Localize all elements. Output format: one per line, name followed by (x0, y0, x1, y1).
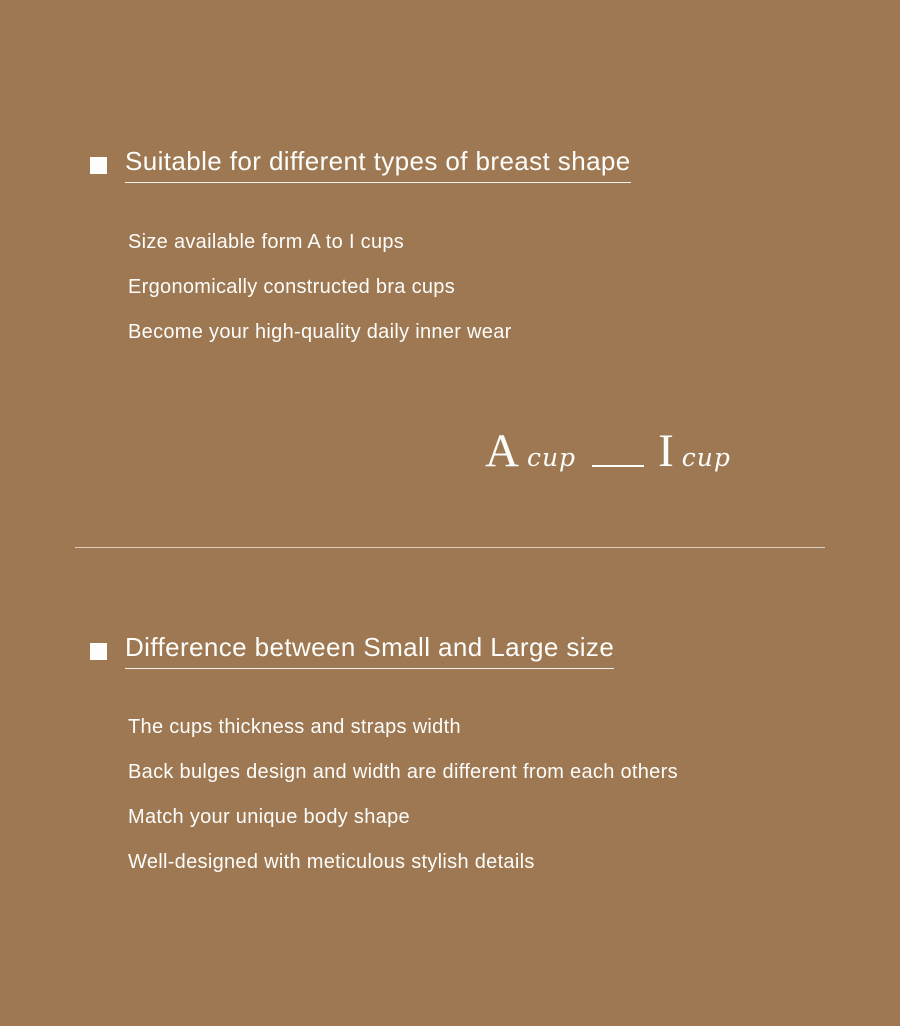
feature-item: Match your unique body shape (128, 806, 410, 828)
range-end-letter: I (658, 425, 674, 477)
feature-item: Size available form A to I cups (128, 231, 405, 253)
range-end-label: cup (681, 443, 731, 472)
square-bullet-icon (90, 643, 107, 660)
range-start-label: cup (526, 443, 577, 472)
range-dash-icon (592, 465, 644, 467)
section-heading-size-difference (90, 633, 614, 669)
section-heading-text: Difference between Small and Large size (125, 633, 614, 669)
section-heading-breast-shape (90, 147, 631, 183)
feature-item: The cups thickness and straps width (128, 716, 461, 738)
feature-item: Well-designed with meticulous stylish details (128, 851, 535, 873)
feature-item: Back bulges design and width are different from each others (128, 761, 678, 783)
feature-list-size-difference (128, 705, 678, 885)
square-bullet-icon (90, 157, 107, 174)
range-start-letter: A (485, 425, 519, 477)
cup-range-graphic (485, 425, 731, 477)
feature-item: Ergonomically constructed bra cups (128, 276, 456, 298)
feature-list-breast-shape (128, 220, 512, 355)
section-heading-text: Suitable for different types of breast shape (125, 147, 631, 183)
section-divider (75, 547, 825, 548)
feature-item: Become your high-quality daily inner wear (128, 321, 512, 343)
